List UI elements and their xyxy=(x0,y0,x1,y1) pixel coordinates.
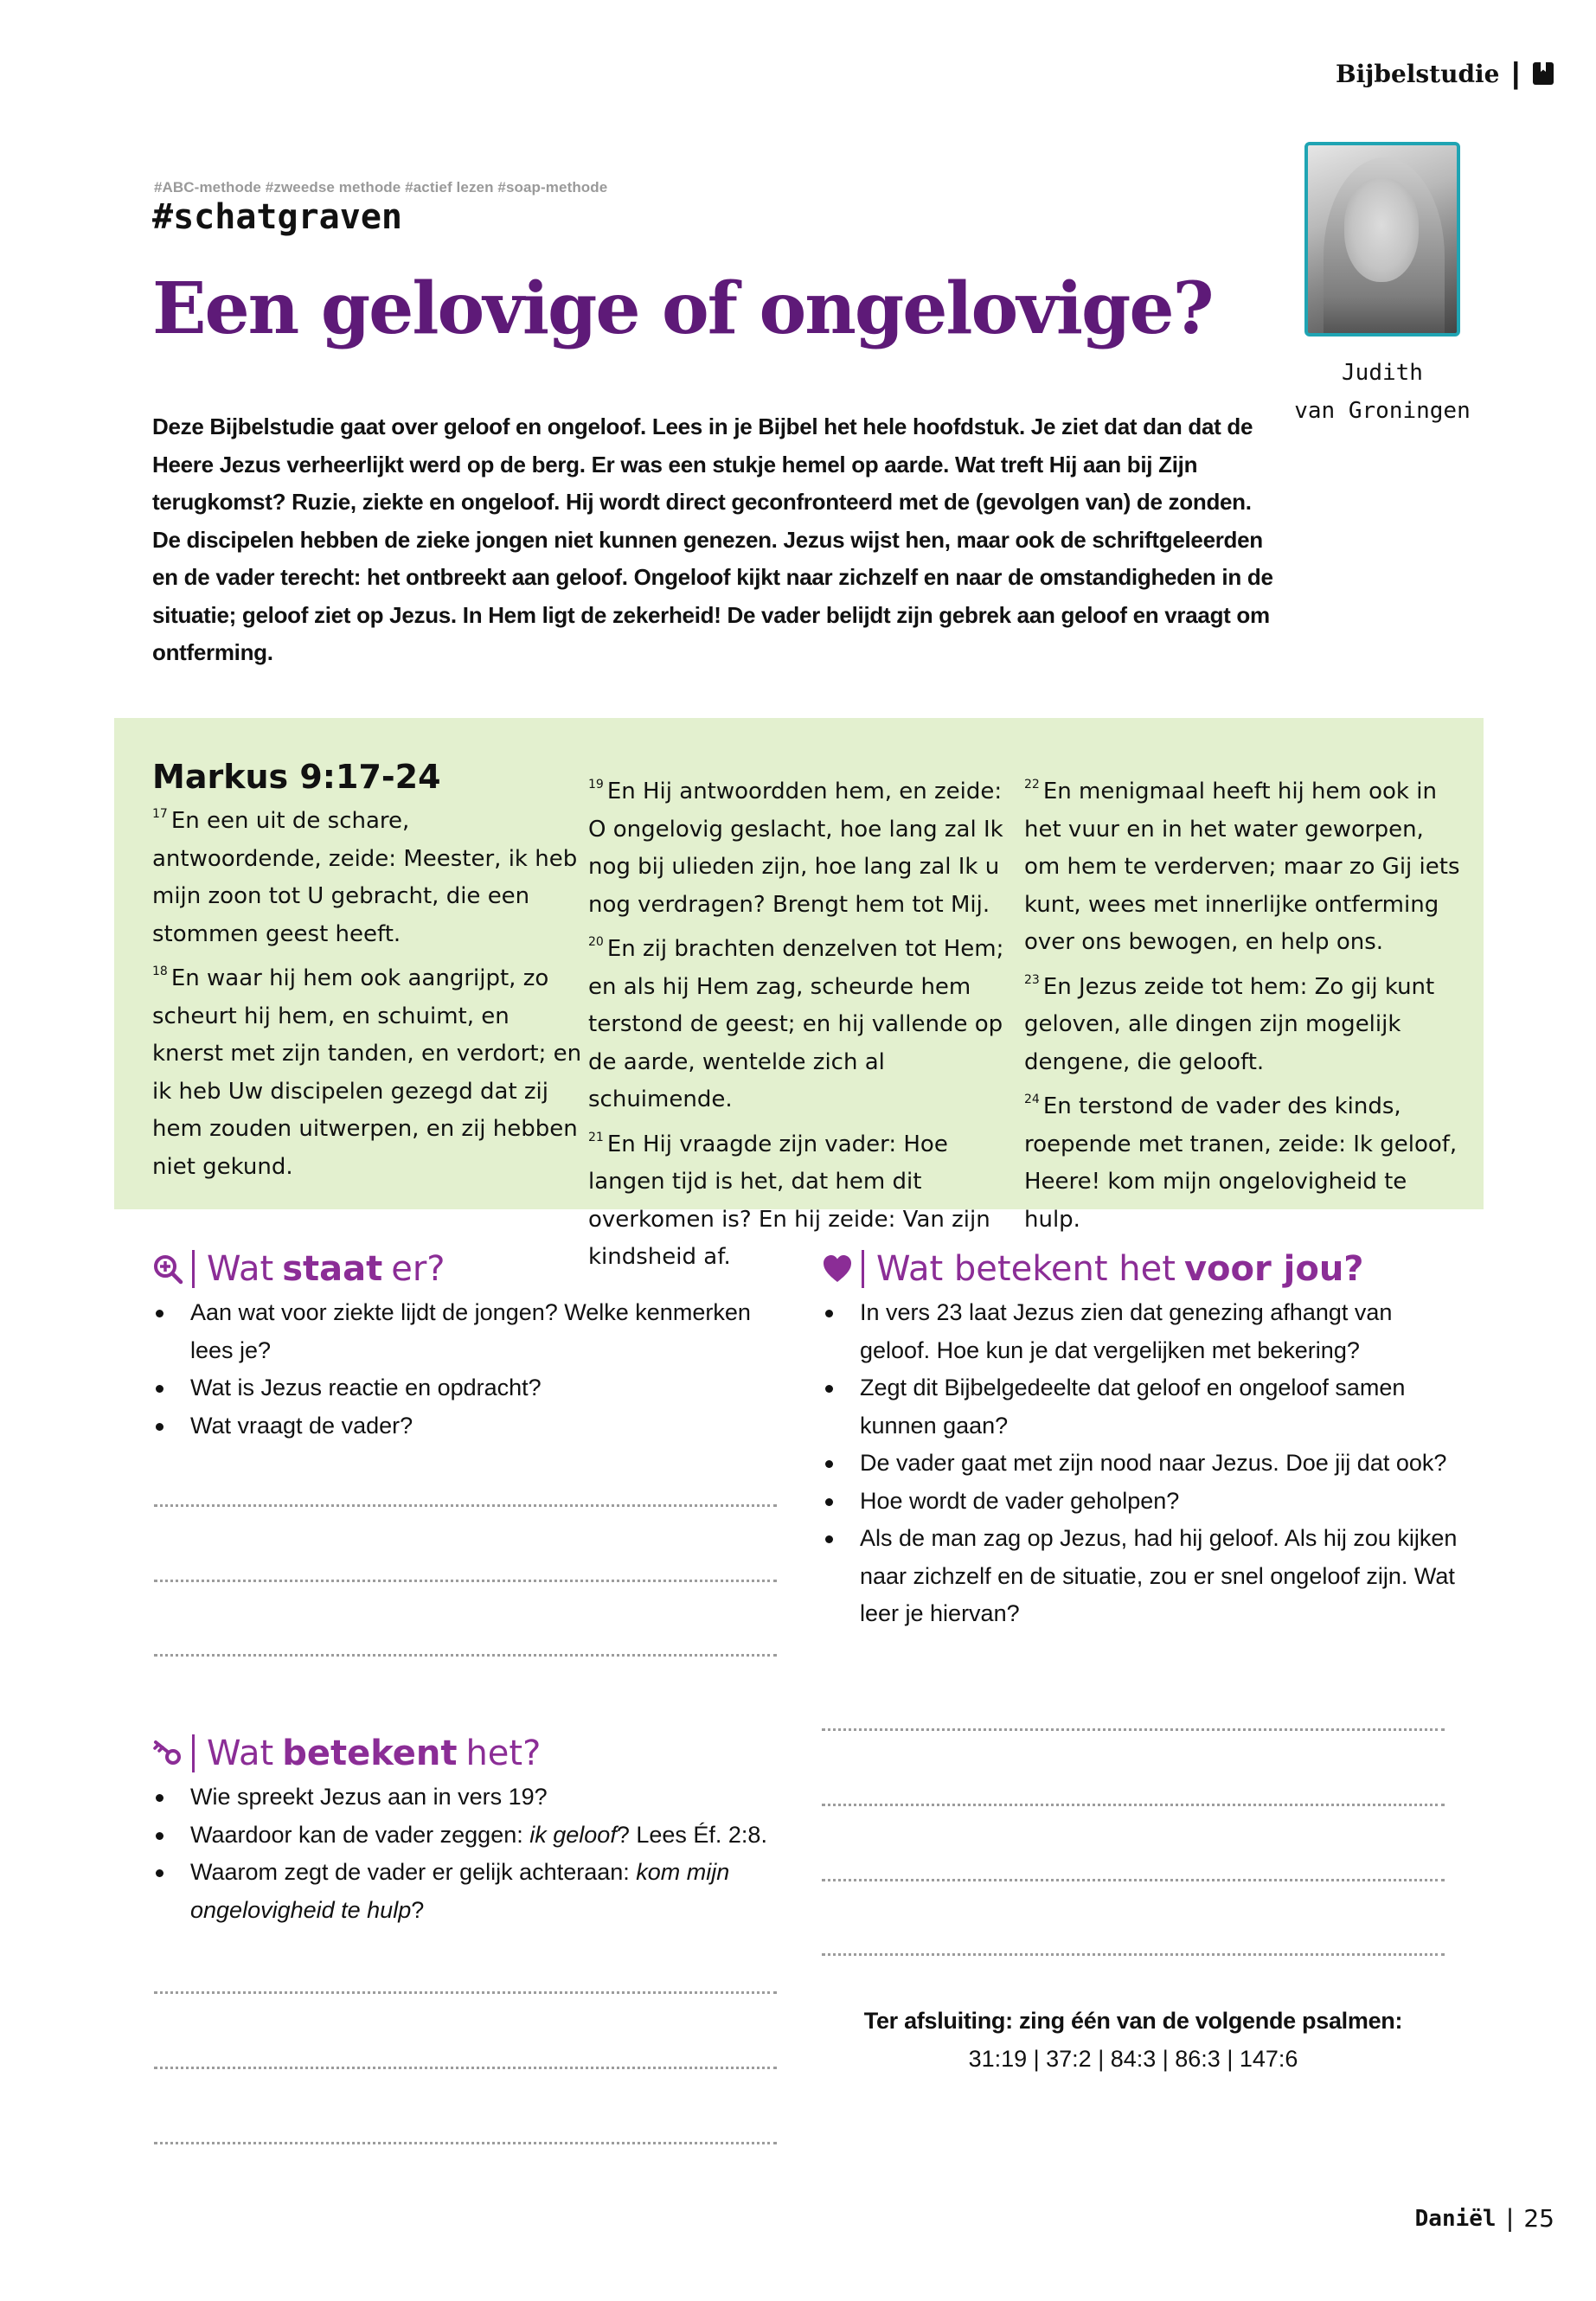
author-first-name: Judith xyxy=(1342,360,1423,386)
question-item: Wat vraagt de vader? xyxy=(152,1407,784,1445)
verse xyxy=(152,953,585,1186)
verse-number: 17 xyxy=(152,807,168,821)
heart-icon xyxy=(822,1253,853,1285)
page-title: Een gelovige of ongelovige? xyxy=(152,267,1213,350)
question-text: ? Lees Éf. 2:8. xyxy=(616,1821,767,1848)
verse-text: En zij brachten denzelven tot Hem; en als hij Hem zag, scheurde hem terstond de geest; en hij vallende op de aarde, wentelde zich al schuimende. xyxy=(588,936,1004,1112)
heading-post: er? xyxy=(391,1249,445,1289)
heading-bar xyxy=(862,1250,864,1288)
psalm-list: 31:19 | 37:2 | 84:3 | 86:3 | 147:6 xyxy=(968,2045,1298,2072)
closing-lead: Ter afsluiting: zing één van de volgende psalmen: xyxy=(863,2008,1403,2034)
scripture-reference: Markus 9:17-24 xyxy=(152,758,441,796)
verse-number: 24 xyxy=(1024,1093,1040,1106)
question-item: Zegt dit Bijbelgedeelte dat geloof en ongeloof samen kunnen gaan? xyxy=(822,1369,1462,1445)
answer-line[interactable] xyxy=(154,2067,777,2069)
intro-paragraph: Deze Bijbelstudie gaat over geloof en ongeloof. Lees in je Bijbel het hele hoofdstuk. Je ziet dat dan dat de Heere Jezus verheerlijkt werd op de berg. Er was een stukje hemel op aarde. Wat treft Hij aan bij Zijn terugkomst? Ruzie, ziekte en ongeloof. Hij wordt direct geconfronteerd met de (gevolgen van) de zonden. De discipelen hebben de zieke jongen niet kunnen genezen. Jezus wijst hen, maar ook de schriftgeleerden en de vader terecht: het ontbreekt aan geloof. Ongeloof kijkt naar zichzelf en naar de omstandigheden in de situatie; geloof ziet op Jezus. In Hem ligt de zekerheid! De vader belijdt zijn gebrek aan geloof en vraagt om ontferming. xyxy=(152,413,1273,665)
answer-line[interactable] xyxy=(154,2142,777,2144)
question-item: Als de man zag op Jezus, had hij geloof. Als hij zou kijken naar zichzelf en de situatie, zou er snel ongeloof zijn. Wat leer je hiervan? xyxy=(822,1520,1462,1633)
verse-number: 23 xyxy=(1024,972,1040,987)
verse xyxy=(588,766,1021,924)
scripture-column-1 xyxy=(152,758,585,1186)
magnifier-plus-icon xyxy=(152,1253,183,1285)
page-footer xyxy=(1415,2204,1554,2233)
magazine-name: Daniël xyxy=(1414,2205,1497,2232)
question-item xyxy=(152,1854,784,1929)
verse xyxy=(1024,1081,1465,1239)
question-item xyxy=(152,1817,784,1855)
scripture-column-3 xyxy=(1024,766,1465,1239)
hashtag-label: #schatgraven xyxy=(152,197,402,237)
question-text: Waarom zegt de vader er gelijk achteraan: xyxy=(190,1859,637,1885)
scripture-column-2 xyxy=(588,766,1021,1277)
question-item: De vader gaat met zijn nood naar Jezus. Doe jij dat ook? xyxy=(822,1445,1462,1483)
answer-line[interactable] xyxy=(822,1728,1445,1731)
book-bookmark-icon xyxy=(1532,61,1554,86)
section-header xyxy=(1336,59,1554,88)
question-item: Wie spreekt Jezus aan in vers 19? xyxy=(152,1779,784,1817)
author-photo xyxy=(1304,142,1460,336)
verse-text: En menigmaal heeft hij hem ook in het vuur en in het water geworpen, om hem te verderven; maar zo Gij iets kunt, wees met innerlijke ontferming over ons bewogen, en help ons. xyxy=(1024,779,1460,955)
question-text: Waardoor kan de vader zeggen: xyxy=(190,1821,530,1848)
closing-note xyxy=(822,2003,1445,2078)
answer-line[interactable] xyxy=(822,1879,1445,1881)
header-separator: | xyxy=(1511,57,1520,90)
heading-post: het? xyxy=(465,1734,542,1773)
verse-text: En Hij antwoordden hem, en zeide: O ongelovig geslacht, hoe lang zal Ik nog bij ulieden zijn, hoe lang zal Ik u nog verdragen? Brengt hem tot Mij. xyxy=(588,779,1003,918)
section-name: Bijbelstudie xyxy=(1335,59,1500,88)
verse-text: En Hij vraagde zijn vader: Hoe langen tijd is het, dat hem dit overkomen is? En hij zeide: Van zijn kindsheid af. xyxy=(588,1131,990,1270)
heading-bar xyxy=(192,1734,195,1772)
answer-line[interactable] xyxy=(154,1991,777,1994)
verse-number: 21 xyxy=(588,1130,604,1144)
author-card xyxy=(1279,138,1486,430)
question-item: Wat is Jezus reactie en opdracht? xyxy=(152,1369,784,1407)
verse xyxy=(152,796,585,953)
footer-separator: | xyxy=(1506,2203,1514,2233)
answer-line[interactable] xyxy=(822,1953,1445,1956)
heading-pre: Wat xyxy=(207,1734,274,1773)
question-list xyxy=(152,1294,784,1445)
verse-number: 22 xyxy=(1024,778,1040,792)
section-heading xyxy=(152,1246,784,1292)
section-wat-betekent-het xyxy=(152,1730,784,1929)
section-wat-betekent-het-voor-jou xyxy=(822,1246,1462,1633)
question-text: ? xyxy=(411,1896,425,1923)
question-item: Aan wat voor ziekte lijdt de jongen? Welke kenmerken lees je? xyxy=(152,1294,784,1369)
question-item: Hoe wordt de vader geholpen? xyxy=(822,1483,1462,1521)
question-list xyxy=(152,1779,784,1929)
answer-line[interactable] xyxy=(154,1654,777,1657)
verse xyxy=(588,924,1021,1119)
answer-line[interactable] xyxy=(154,1504,777,1507)
page-number: 25 xyxy=(1523,2204,1554,2233)
verse xyxy=(1024,766,1465,962)
verse-text: En waar hij hem ook aangrijpt, zo scheurt hij hem, en schuimt, en knerst met zijn tanden, en verdort; en ik heb Uw discipelen gezegd dat zij hem zouden uitwerpen, en zij hebben niet gekund. xyxy=(152,965,582,1180)
verse-number: 18 xyxy=(152,965,168,978)
section-heading xyxy=(152,1730,784,1777)
heading-bold: voor jou? xyxy=(1183,1249,1364,1289)
answer-line[interactable] xyxy=(822,1804,1445,1806)
verse-text: En terstond de vader des kinds, roepende met tranen, zeide: Ik geloof, Heere! kom mijn ongelovigheid te hulp. xyxy=(1024,1093,1458,1233)
section-heading xyxy=(822,1246,1462,1292)
verse-number: 19 xyxy=(588,778,604,792)
heading-pre: Wat betekent het xyxy=(876,1249,1176,1289)
question-quote: kom mijn ongelovigheid te hulp xyxy=(190,1859,730,1923)
answer-line[interactable] xyxy=(154,1580,777,1582)
verse-text: En Jezus zeide tot hem: Zo gij kunt geloven, alle dingen zijn mogelijk dengene, die gelooft. xyxy=(1024,973,1435,1075)
heading-bar xyxy=(192,1250,195,1288)
method-tags: #ABC-methode #zweedse methode #actief lezen #soap-methode xyxy=(154,179,608,195)
photo-face-shape xyxy=(1344,178,1419,282)
heading-bold: staat xyxy=(282,1249,383,1289)
author-name xyxy=(1279,354,1486,430)
question-item: In vers 23 laat Jezus zien dat genezing afhangt van geloof. Hoe kun je dat vergelijken met bekering? xyxy=(822,1294,1462,1369)
heading-bold: betekent xyxy=(282,1734,458,1773)
question-quote: ik geloof xyxy=(529,1821,617,1848)
heading-pre: Wat xyxy=(207,1249,274,1289)
question-list xyxy=(822,1294,1462,1633)
author-last-name: van Groningen xyxy=(1294,398,1471,424)
key-icon xyxy=(152,1738,183,1769)
section-wat-staat-er xyxy=(152,1246,784,1445)
verse xyxy=(1024,962,1465,1082)
verse-text: En een uit de schare, antwoordende, zeide: Meester, ik heb mijn zoon tot U gebracht, die een stommen geest heeft. xyxy=(152,808,578,947)
verse-number: 20 xyxy=(588,935,604,949)
